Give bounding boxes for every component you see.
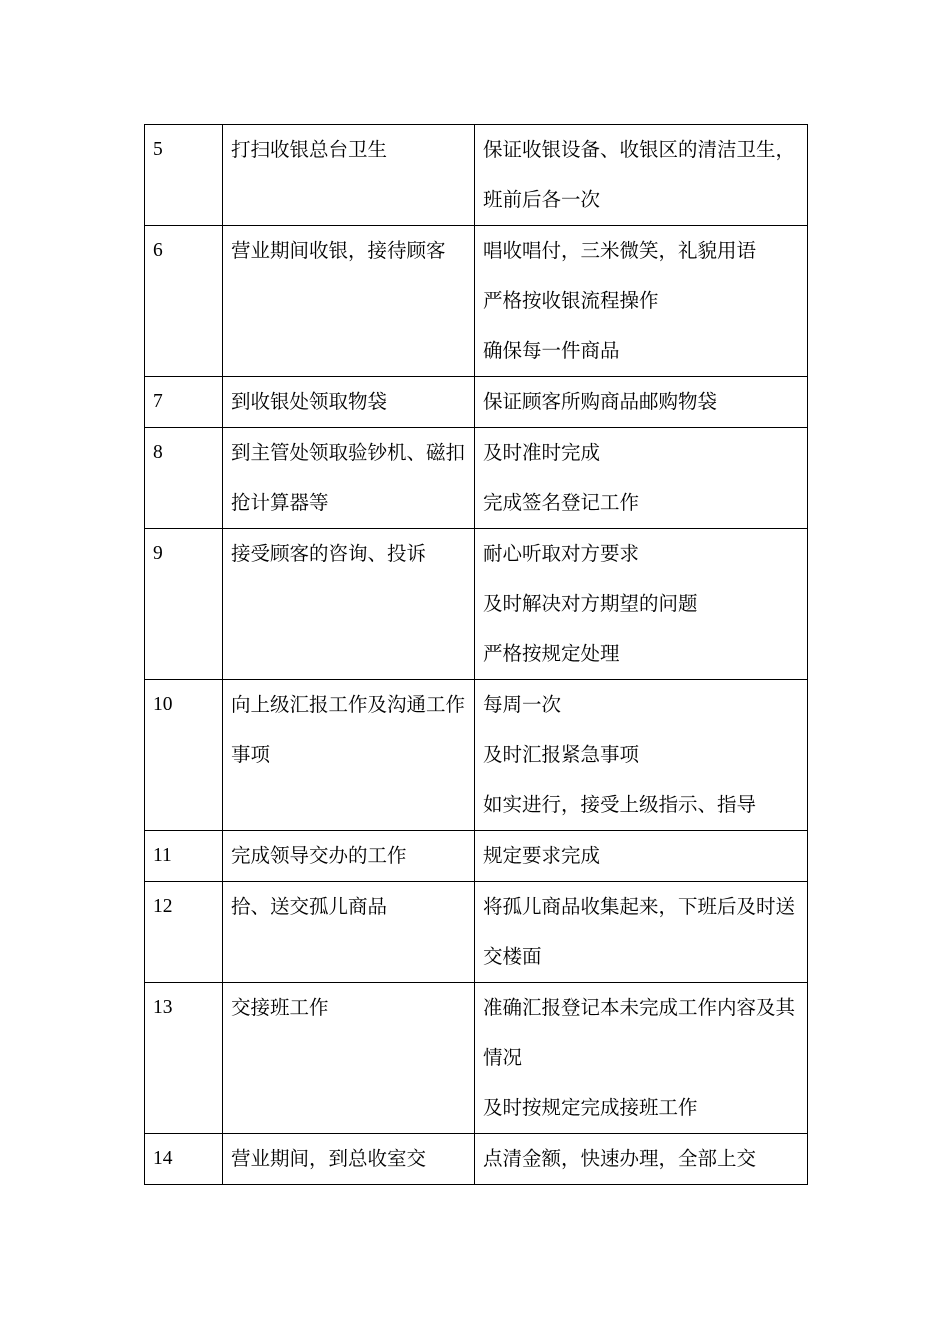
task-cell bbox=[223, 226, 475, 377]
standard-cell bbox=[475, 428, 808, 529]
duties-table bbox=[144, 124, 808, 1185]
task-cell bbox=[223, 125, 475, 226]
standard-text: 如实进行，接受上级指示、指导 bbox=[483, 793, 757, 816]
standard-cell bbox=[475, 983, 808, 1134]
standard-text: 点清金额，快速办理，全部上交 bbox=[483, 1147, 757, 1170]
row-number: 14 bbox=[145, 1134, 223, 1185]
row-number: 9 bbox=[145, 529, 223, 680]
standard-text: 及时汇报紧急事项 bbox=[483, 743, 640, 766]
task-text: 到收银处领取物袋 bbox=[231, 390, 388, 413]
standard-text: 完成签名登记工作 bbox=[483, 491, 640, 514]
standard-text: 及时按规定完成接班工作 bbox=[483, 1096, 698, 1119]
task-text: 接受顾客的咨询、投诉 bbox=[231, 542, 427, 565]
standard-text: 耐心听取对方要求 bbox=[483, 542, 640, 565]
table-row bbox=[145, 125, 808, 226]
row-number: 8 bbox=[145, 428, 223, 529]
standard-text: 唱收唱付，三米微笑，礼貌用语 bbox=[483, 239, 757, 262]
table-row bbox=[145, 529, 808, 680]
standard-text: 每周一次 bbox=[483, 693, 562, 716]
task-cell bbox=[223, 983, 475, 1134]
standard-text: 严格按收银流程操作 bbox=[483, 289, 659, 312]
standard-text: 保证收银设备、收银区的清洁卫生，班前后各一次 bbox=[483, 138, 796, 211]
task-text: 打扫收银总台卫生 bbox=[231, 138, 388, 161]
table-row bbox=[145, 377, 808, 428]
standard-text: 及时准时完成 bbox=[483, 441, 601, 464]
table-row bbox=[145, 1134, 808, 1185]
duties-table-body bbox=[145, 125, 808, 1185]
table-row bbox=[145, 680, 808, 831]
standard-cell bbox=[475, 831, 808, 882]
row-number: 12 bbox=[145, 882, 223, 983]
row-number: 7 bbox=[145, 377, 223, 428]
standard-cell bbox=[475, 377, 808, 428]
task-cell bbox=[223, 428, 475, 529]
task-text: 向上级汇报工作及沟通工作事项 bbox=[231, 693, 466, 766]
table-row bbox=[145, 882, 808, 983]
standard-cell bbox=[475, 1134, 808, 1185]
table-row bbox=[145, 983, 808, 1134]
table-row bbox=[145, 428, 808, 529]
task-cell bbox=[223, 529, 475, 680]
task-text: 营业期间收银，接待顾客 bbox=[231, 239, 446, 262]
task-cell bbox=[223, 1134, 475, 1185]
table-row bbox=[145, 831, 808, 882]
standard-cell bbox=[475, 680, 808, 831]
standard-cell bbox=[475, 529, 808, 680]
standard-text: 准确汇报登记本未完成工作内容及其情况 bbox=[483, 996, 796, 1069]
task-text: 营业期间，到总收室交 bbox=[231, 1147, 427, 1170]
row-number: 10 bbox=[145, 680, 223, 831]
row-number: 6 bbox=[145, 226, 223, 377]
standard-text: 规定要求完成 bbox=[483, 844, 601, 867]
standard-text: 将孤儿商品收集起来，下班后及时送交楼面 bbox=[483, 895, 796, 968]
task-text: 到主管处领取验钞机、磁扣抢计算器等 bbox=[231, 441, 466, 514]
standard-text: 确保每一件商品 bbox=[483, 339, 620, 362]
row-number: 13 bbox=[145, 983, 223, 1134]
task-cell bbox=[223, 831, 475, 882]
row-number: 5 bbox=[145, 125, 223, 226]
task-cell bbox=[223, 377, 475, 428]
standard-text: 及时解决对方期望的问题 bbox=[483, 592, 698, 615]
standard-text: 保证顾客所购商品邮购物袋 bbox=[483, 390, 718, 413]
task-cell bbox=[223, 680, 475, 831]
table-row bbox=[145, 226, 808, 377]
task-text: 完成领导交办的工作 bbox=[231, 844, 407, 867]
standard-cell bbox=[475, 125, 808, 226]
task-text: 拾、送交孤儿商品 bbox=[231, 895, 388, 918]
task-cell bbox=[223, 882, 475, 983]
task-text: 交接班工作 bbox=[231, 996, 329, 1019]
standard-cell bbox=[475, 882, 808, 983]
standard-cell bbox=[475, 226, 808, 377]
standard-text: 严格按规定处理 bbox=[483, 642, 620, 665]
row-number: 11 bbox=[145, 831, 223, 882]
